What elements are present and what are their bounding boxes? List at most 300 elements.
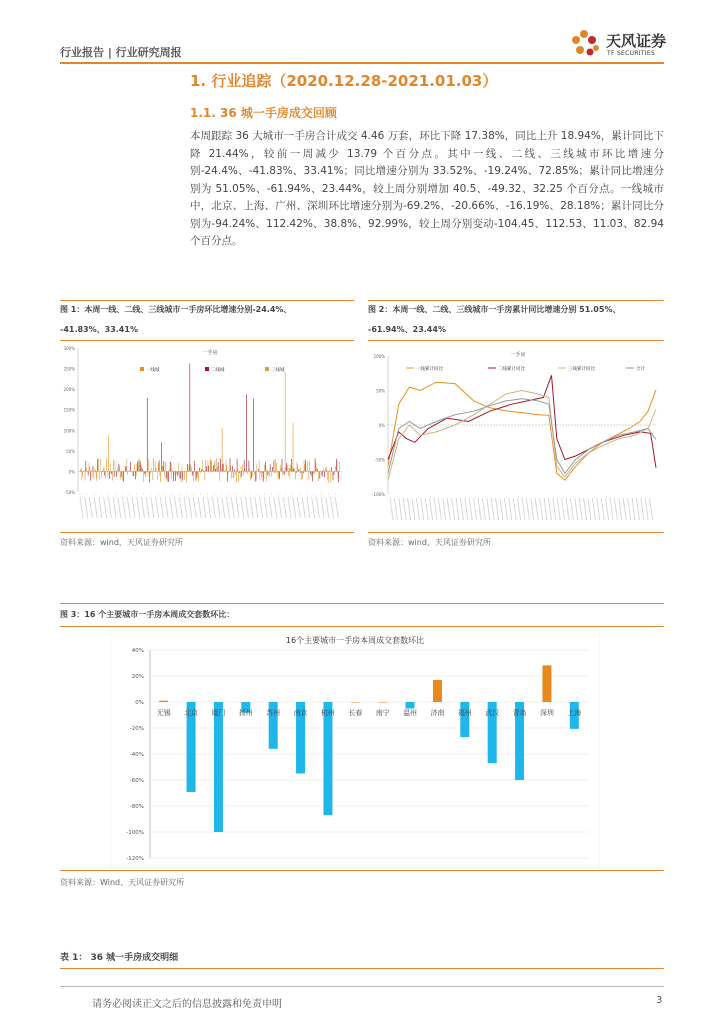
fig1-bar	[129, 470, 130, 471]
fig3-ytick: -100%	[126, 830, 144, 836]
fig1-xtick-label	[127, 497, 130, 518]
fig1-bar	[141, 464, 142, 471]
fig1-bar	[88, 471, 89, 475]
report-header-label: 行业报告 | 行业研究周报	[60, 46, 182, 59]
fig1-bar	[186, 471, 187, 482]
fig1-bar	[182, 471, 183, 480]
fig1-bar	[190, 465, 191, 472]
fig1-bar	[180, 471, 181, 478]
fig1-xtick-label	[255, 497, 258, 518]
fig1-xtick-label	[307, 497, 310, 518]
fig1-bar	[169, 469, 170, 471]
fig1-xtick-label	[274, 497, 277, 518]
fig2-title	[368, 300, 668, 340]
fig1-bar	[325, 468, 326, 471]
fig1-legend-label: 三线城	[271, 368, 285, 373]
fig1-bar	[320, 471, 321, 472]
fig1-bar	[236, 471, 237, 482]
fig2-xtick-label	[482, 498, 485, 520]
fig1-bar	[160, 471, 161, 482]
fig1-bar	[94, 469, 95, 472]
fig2-xtick-label	[478, 498, 481, 520]
fig1-bar	[215, 460, 216, 471]
fig1-bar	[137, 464, 138, 472]
fig2-xtick-label	[610, 498, 613, 520]
fig1-bar	[164, 471, 165, 476]
fig1-bar	[224, 470, 225, 471]
fig1-xtick-label	[250, 497, 253, 518]
fig1-bar	[323, 468, 324, 471]
fig1-bar	[272, 467, 273, 471]
fig1-bar	[99, 471, 100, 479]
fig1-bar	[252, 471, 253, 472]
fig1-bar	[165, 462, 166, 471]
fig1-xtick-label	[279, 497, 282, 518]
fig1-bar	[192, 471, 193, 475]
fig3-chart-title: 16个主要城市一手房本周成交套数环比	[285, 636, 425, 645]
fig1-legend-swatch	[265, 367, 269, 371]
fig3-ytick: 0%	[135, 700, 144, 706]
fig1-legend-label: 二线城	[211, 368, 225, 373]
fig1-bar	[243, 471, 244, 475]
fig2-xtick-label	[412, 498, 415, 520]
fig1-ytick: 200%	[63, 387, 75, 393]
fig2-legend-label: 合计	[636, 367, 645, 372]
fig1-bar	[90, 471, 91, 480]
fig1-ytick: 150%	[63, 407, 75, 413]
fig1-bar	[133, 471, 134, 476]
fig1-bar	[303, 471, 304, 473]
fig1-bar	[237, 459, 238, 472]
fig1-bar	[275, 471, 276, 473]
fig1-xtick-label	[156, 497, 159, 518]
fig1-bar	[96, 471, 97, 478]
fig1-bar	[246, 394, 247, 471]
fig1-xtick-label	[132, 497, 135, 518]
fig1-bar	[211, 461, 212, 472]
fig1-bar	[213, 465, 214, 471]
fig1-bar	[181, 471, 182, 482]
fig1-bar	[195, 471, 196, 480]
fig1-bar	[208, 460, 209, 471]
fig1-bar	[266, 471, 267, 481]
fig1-bar	[219, 471, 220, 480]
fig1-bar	[227, 471, 228, 481]
fig1-bar	[166, 471, 167, 478]
fig1-bar	[162, 465, 163, 471]
fig1-bar	[89, 466, 90, 471]
fig1-bar	[167, 471, 168, 481]
fig1-bar	[297, 462, 298, 471]
fig1-bar	[104, 466, 105, 471]
fig1-bar	[191, 467, 192, 472]
fig1-bar	[97, 471, 98, 481]
fig1-xtick-label	[151, 497, 154, 518]
fig1-xtick-label	[89, 497, 92, 518]
fig1-ytick: 250%	[63, 366, 75, 372]
fig1-bar	[112, 471, 113, 473]
fig1-bar	[145, 471, 146, 473]
company-logo	[566, 28, 676, 64]
fig2-xtick-label	[465, 498, 468, 520]
fig1-bar	[104, 471, 105, 475]
fig1-bar	[310, 471, 311, 474]
fig1-bar	[323, 470, 324, 472]
fig1-bar	[247, 471, 248, 474]
fig1-xtick-label	[146, 497, 149, 518]
fig1-bar	[194, 461, 195, 472]
fig1-bar	[185, 471, 186, 472]
fig1-xtick-label	[260, 497, 263, 518]
fig1-xtick-label	[283, 497, 286, 518]
fig1-bar	[336, 459, 337, 472]
fig2-xtick-label	[390, 498, 393, 520]
fig2-xtick-label	[504, 498, 507, 520]
fig2-xtick-label	[570, 498, 573, 520]
fig1-bar	[151, 468, 152, 471]
fig2-xtick-label	[641, 498, 644, 520]
fig1-legend-swatch	[140, 367, 144, 371]
fig1-bar	[253, 471, 254, 476]
fig1-bar	[291, 459, 292, 472]
fig1-bar	[268, 471, 269, 475]
fig2-ytick: 0%	[378, 423, 385, 428]
fig1-bar	[116, 471, 117, 476]
fig1-xtick-label	[241, 497, 244, 518]
logo-cn-text: 天风证券	[606, 32, 667, 50]
fig1-bar	[115, 471, 116, 472]
fig1-bar	[82, 471, 83, 476]
fig1-bar	[318, 471, 319, 481]
fig1-bar	[307, 461, 308, 471]
fig2-xtick-label	[566, 498, 569, 520]
fig1-bar	[338, 471, 339, 478]
fig1-bar	[287, 465, 288, 471]
fig1-bar	[335, 466, 336, 471]
fig1-bar	[146, 471, 147, 472]
fig3-category-label: 福州	[457, 709, 472, 717]
fig1-xtick-label	[118, 497, 121, 518]
fig1-bar	[301, 471, 302, 473]
fig1-bar	[304, 460, 305, 472]
fig1-bar	[264, 465, 265, 472]
fig1-bar	[279, 471, 280, 477]
fig1-bar	[316, 462, 317, 471]
fig1-bar	[123, 471, 124, 480]
fig1-bar	[256, 471, 257, 481]
fig2-xtick-label	[443, 498, 446, 520]
fig1-bar	[333, 471, 334, 480]
fig1-legend-swatch	[205, 367, 209, 371]
fig1-bar	[226, 461, 227, 472]
fig1-bar	[220, 459, 221, 472]
fig3-category-label: 杭州	[320, 709, 335, 717]
fig2-xtick-label	[456, 498, 459, 520]
fig2-xtick-label	[588, 498, 591, 520]
fig1-bar	[248, 471, 249, 472]
fig1-bar	[95, 471, 96, 472]
fig1-bar	[295, 471, 296, 479]
fig1-bar	[97, 459, 98, 471]
fig1-bar	[207, 470, 208, 471]
fig1-xtick-label	[208, 497, 211, 518]
fig1-bar	[178, 471, 179, 475]
fig1-bar	[123, 471, 124, 481]
fig1-bar	[327, 471, 328, 480]
fig1-bar	[174, 471, 175, 475]
fig1-ytick: 300%	[63, 346, 75, 351]
fig1-bar	[138, 459, 139, 472]
fig1-bar	[175, 470, 176, 471]
fig1-bar	[305, 460, 306, 472]
fig1-bar	[275, 459, 276, 471]
fig1-bar	[163, 466, 164, 471]
fig1-xtick-label	[293, 497, 296, 518]
fig2-xtick-label	[408, 498, 411, 520]
fig3-bar-14	[542, 665, 551, 702]
fig1-bar	[210, 459, 211, 472]
fig1-bar	[179, 471, 180, 479]
fig1-xtick-label	[80, 497, 83, 518]
fig1-bar	[297, 464, 298, 471]
fig2-xtick-label	[540, 498, 543, 520]
logo-en-text: TF SECURITIES	[607, 50, 656, 57]
fig1-bar	[316, 467, 317, 471]
fig3-ytick: -120%	[126, 856, 144, 862]
fig1-bar	[101, 471, 102, 477]
fig2-legend-label: 一线累计同比	[416, 367, 443, 372]
fig3-category-label: 深圳	[539, 709, 554, 717]
fig1-bar	[156, 468, 157, 471]
fig1-bar	[274, 459, 275, 471]
fig3-category-label: 无锡	[156, 709, 171, 717]
fig2-xtick-label	[579, 498, 582, 520]
fig1-bar	[294, 469, 295, 472]
fig1-bar	[222, 428, 223, 472]
fig2-xtick-label	[460, 498, 463, 520]
fig1-bar	[149, 471, 150, 482]
fig3-title: 图 3：16 个主要城市一手房本周成交套数环比：	[60, 610, 235, 619]
fig2-xtick-label	[522, 498, 525, 520]
fig3-bar-9	[406, 702, 415, 709]
fig1-bar	[273, 461, 274, 472]
fig1-bar	[87, 471, 88, 472]
fig1-chart	[60, 342, 354, 530]
fig1-bar	[327, 470, 328, 471]
fig1-xtick-label	[245, 497, 248, 518]
fig1-bar	[197, 471, 198, 475]
fig1-bar	[114, 471, 115, 476]
fig1-bar	[250, 471, 251, 480]
fig1-bar	[205, 460, 206, 471]
fig1-title-line2: -41.83%、33.41%	[60, 325, 138, 334]
fig1-bar	[233, 471, 234, 478]
fig2-xtick-label	[606, 498, 609, 520]
fig1-xtick-label	[312, 497, 315, 518]
fig1-bar	[282, 471, 283, 475]
fig2-xtick-label	[438, 498, 441, 520]
fig1-bar	[238, 471, 239, 481]
fig1-bar	[338, 471, 339, 482]
fig1-bar	[253, 399, 254, 472]
fig1-ytick: 50%	[66, 448, 75, 454]
fig1-bar	[254, 471, 255, 474]
fig1-bar	[294, 469, 295, 472]
fig1-xtick-label	[335, 497, 338, 518]
fig1-xtick-label	[264, 497, 267, 518]
fig1-bar	[238, 470, 239, 472]
summary-paragraph: 本周跟踪 36 大城市一手房合计成交 4.46 万套，环比下降 17.38%，同比上升 18.94%，累计同比下降 21.44%，较前一周减少 13.79 个百分点。其中一线、二线、三线城市环比增速分别-24.4%、-41.83%、33.41%；同比增速分别为 33.52%、-19.24%、72.85%；累计同比增速分别为 51.05%、-61.94%、23.44%，较上周分别增加 40.5、-49.32、32.25 个百分点。一线城市中，北京、上海、广州、深圳环比增速分别为-69.2%、-20.66%、-16.19%、28.18%；累计同比分别为-94.24%、112.42%、38.8%、92.99%，较上周分别变动-104.45、112.53、11.03、82.94 个百分点。	[190, 130, 664, 247]
fig2-xtick-label	[562, 498, 565, 520]
fig1-bar	[155, 461, 156, 471]
fig1-bar	[242, 464, 243, 471]
fig1-bar	[271, 470, 272, 471]
fig2-xtick-label	[548, 498, 551, 520]
fig1-bar	[258, 469, 259, 472]
fig1-bar	[249, 469, 250, 472]
fig2-xtick-label	[544, 498, 547, 520]
fig1-xtick-label	[123, 497, 126, 518]
fig1-bar	[86, 468, 87, 471]
fig1-bar	[256, 464, 257, 471]
fig1-bar	[208, 466, 209, 472]
fig1-bar	[326, 466, 327, 471]
fig1-bar	[239, 471, 240, 473]
footer-disclaimer: 请务必阅读正文之后的信息披露和免责申明	[92, 999, 282, 1010]
fig1-bar	[216, 458, 217, 471]
fig1-bar	[145, 471, 146, 477]
fig1-ytick: -50%	[64, 490, 75, 495]
fig1-xtick-label	[85, 497, 88, 518]
fig3-category-label: 济南	[430, 709, 445, 717]
fig3-top-rule	[60, 603, 664, 604]
fig3-category-label: 武汉	[485, 709, 500, 717]
fig1-bar	[115, 461, 116, 472]
fig2-xtick-label	[496, 498, 499, 520]
fig1-bar	[135, 471, 136, 479]
logo-flower-icon	[566, 28, 606, 64]
fig2-xtick-label	[452, 498, 455, 520]
fig3-category-label: 北京	[184, 709, 199, 717]
fig1-xtick-label	[231, 497, 234, 518]
fig2-xtick-label	[474, 498, 477, 520]
fig1-bar	[157, 471, 158, 479]
fig1-bar	[160, 471, 161, 476]
fig2-xtick-label	[614, 498, 617, 520]
fig1-bar	[124, 471, 125, 472]
fig2-xtick-label	[434, 498, 437, 520]
table-title-rule	[60, 968, 664, 969]
fig2-xtick-label	[623, 498, 626, 520]
fig3-category-label: 扬州	[238, 709, 253, 717]
fig1-bar	[139, 460, 140, 472]
fig1-bar	[223, 463, 224, 471]
fig1-bar	[138, 461, 139, 471]
fig2-legend-label: 三线累计同比	[568, 367, 595, 372]
fig1-ytick: 0%	[68, 469, 75, 475]
fig1-bar	[324, 471, 325, 477]
table-title: 表 1： 36 城一手房成交明细	[60, 953, 179, 963]
fig3-bar-8	[378, 702, 387, 703]
fig2-ytick: -100%	[372, 492, 385, 497]
fig1-bar	[102, 471, 103, 472]
fig1-bar	[89, 463, 90, 471]
fig1-bar	[189, 464, 190, 471]
fig1-bar	[187, 464, 188, 472]
fig1-bar	[126, 459, 127, 471]
fig1-bar	[147, 398, 148, 472]
fig1-bar	[269, 471, 270, 476]
fig3-category-label: 青岛	[512, 709, 527, 717]
fig2-xtick-label	[518, 498, 521, 520]
fig1-xtick-label	[236, 497, 239, 518]
fig2-line-series-0	[388, 382, 656, 480]
fig2-xtick-label	[575, 498, 578, 520]
fig1-xtick-label	[217, 497, 220, 518]
fig1-bar	[234, 470, 235, 472]
fig2-xtick-label	[526, 498, 529, 520]
fig1-bar	[134, 471, 135, 476]
fig1-bar	[232, 466, 233, 472]
fig1-bar	[315, 458, 316, 471]
fig1-bar	[251, 471, 252, 478]
fig1-bar	[175, 471, 176, 481]
fig1-title	[60, 300, 360, 340]
fig1-bar	[260, 471, 261, 472]
fig2-xtick-label	[421, 498, 424, 520]
fig1-bottom-rule	[60, 340, 354, 341]
fig1-legend-label: 一线城	[146, 368, 160, 373]
fig1-bar	[201, 469, 202, 471]
fig1-bar	[334, 471, 335, 475]
fig2-xtick-label	[601, 498, 604, 520]
fig1-xtick-label	[331, 497, 334, 518]
fig3-ytick: -20%	[129, 726, 144, 732]
fig1-xtick-label	[316, 497, 319, 518]
fig3-ytick: -80%	[129, 804, 144, 810]
fig3-ytick: -60%	[129, 778, 144, 784]
fig1-bar	[263, 471, 264, 481]
fig2-xtick-label	[645, 498, 648, 520]
fig1-bar	[196, 471, 197, 480]
fig1-bar	[143, 471, 144, 482]
fig1-bar	[312, 471, 313, 476]
fig1-bar	[309, 461, 310, 472]
fig2-xtick-label	[430, 498, 433, 520]
fig1-bar	[249, 460, 250, 471]
fig1-bar	[261, 471, 262, 477]
fig2-xtick-label	[535, 498, 538, 520]
fig3-category-label: 苏州	[266, 709, 281, 717]
fig3-category-label: 上海	[567, 709, 582, 717]
fig1-bar	[278, 471, 279, 480]
fig1-chart-title: 一手房	[202, 350, 218, 356]
fig1-bar	[81, 469, 82, 472]
fig1-bar	[284, 471, 285, 474]
fig1-bar	[202, 460, 203, 471]
fig1-bar	[288, 471, 289, 475]
fig1-bar	[183, 471, 184, 472]
fig1-ytick: 100%	[63, 428, 75, 434]
page-number: 3	[656, 995, 663, 1006]
fig1-bar	[290, 465, 291, 471]
fig2-xtick-label	[425, 498, 428, 520]
fig2-xtick-label	[553, 498, 556, 520]
fig1-bar	[216, 469, 217, 471]
fig1-bar	[127, 471, 128, 474]
fig3-category-label: 温州	[403, 709, 418, 717]
fig1-bar	[332, 471, 333, 480]
